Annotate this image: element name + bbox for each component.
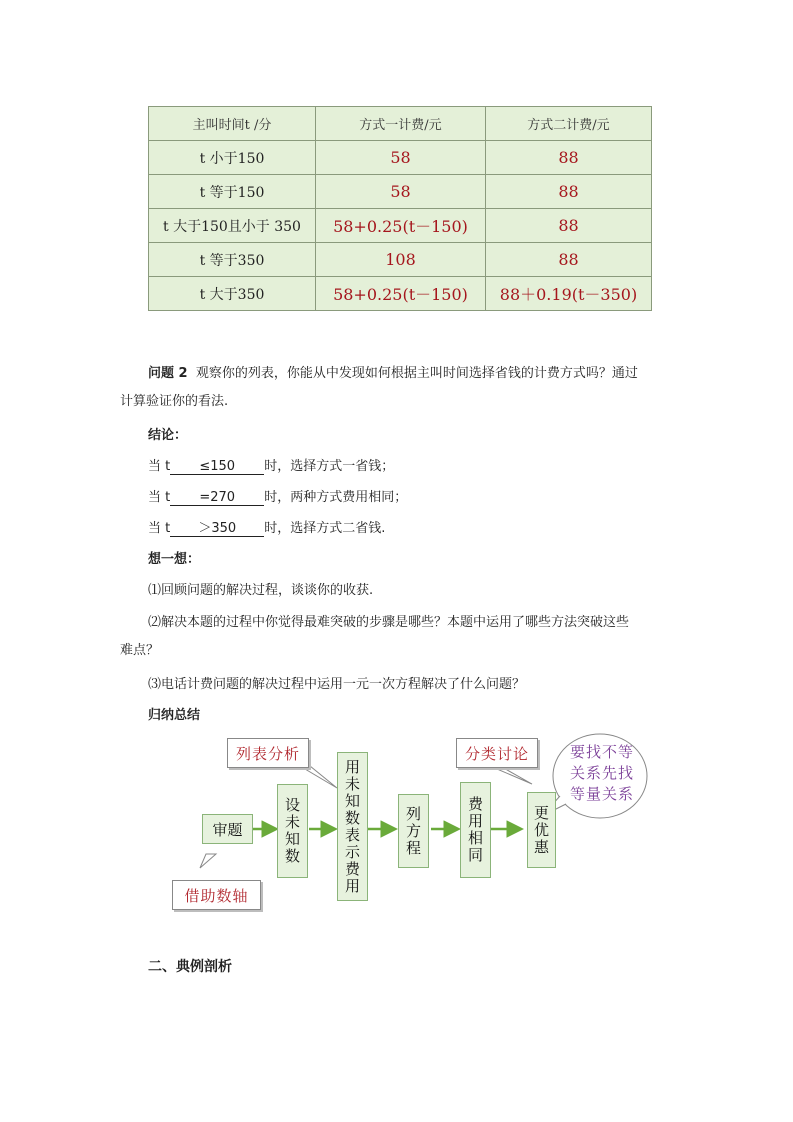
header-method2: 方式二计费/元: [486, 107, 652, 141]
label-number-line: 借助数轴: [172, 880, 261, 910]
question-2-text: 观察你的列表，你能从中发现如何根据主叫时间选择省钱的计费方式吗？通过: [195, 366, 638, 381]
conclusion-title: 结论：: [148, 428, 188, 443]
step-cheaper-box: 更优惠: [527, 792, 556, 868]
header-time: 主叫时间t /分: [149, 107, 316, 141]
row-condition: t 大于150且小于 350: [149, 209, 316, 243]
callout-pointer: [200, 854, 216, 868]
step-equation-box: 列方程: [398, 794, 429, 868]
think-question-2-cont: 难点？: [120, 643, 160, 658]
row-method2-fee: 88: [486, 141, 652, 175]
bubble-note: [562, 742, 642, 805]
think-question-3: ⑶电话计费问题的解决过程中运用一元一次方程解决了什么问题？: [148, 677, 526, 692]
question-2-label: 问题 2: [148, 366, 188, 381]
row-method2-fee: 88＋0.19(t－350): [486, 277, 652, 311]
row-method1-fee: 58+0.25(t－150): [316, 209, 486, 243]
step-express-cost-box: 用未知数表示费用: [337, 752, 368, 901]
row-method1-fee: 58+0.25(t－150): [316, 277, 486, 311]
step-review-box: 审题: [202, 814, 253, 844]
conclusion-suffix: 时，选择方式二省钱.: [264, 521, 386, 536]
label-case-discussion: 分类讨论: [456, 738, 538, 768]
conclusion-prefix: 当 t: [148, 521, 171, 536]
bubble-line: 要找不等: [569, 743, 634, 761]
row-method1-fee: 108: [316, 243, 486, 277]
conclusion-prefix: 当 t: [148, 459, 171, 474]
row-method2-fee: 88: [486, 209, 652, 243]
label-list-analysis: 列表分析: [227, 738, 309, 768]
table-row: [149, 209, 652, 243]
header-method1: 方式一计费/元: [316, 107, 486, 141]
row-method2-fee: 88: [486, 175, 652, 209]
table-header-row: [149, 107, 652, 141]
row-method2-fee: 88: [486, 243, 652, 277]
conclusion-line-1: [148, 457, 394, 477]
bubble-line: 关系先找: [569, 764, 634, 782]
row-method1-fee: 58: [316, 141, 486, 175]
section-title: 二、典例剖析: [148, 959, 232, 975]
think-question-2: ⑵解决本题的过程中你觉得最难突破的步骤是哪些？本题中运用了哪些方法突破这些: [148, 615, 630, 630]
summary-flow-diagram: [160, 730, 680, 920]
answer-blank: ＞350: [170, 521, 264, 537]
table-row: [149, 243, 652, 277]
step-equal-cost-box: 费用相同: [460, 782, 491, 878]
answer-blank: =270: [170, 490, 264, 506]
conclusion-suffix: 时，选择方式一省钱；: [264, 459, 395, 474]
row-method1-fee: 58: [316, 175, 486, 209]
row-condition: t 等于150: [149, 175, 316, 209]
conclusion-line-2: [148, 488, 407, 508]
question-2-line2: 计算验证你的看法.: [120, 394, 229, 409]
row-condition: t 等于350: [149, 243, 316, 277]
table-row: [149, 175, 652, 209]
think-question-1: ⑴回顾问题的解决过程，谈谈你的收获.: [148, 583, 374, 598]
conclusion-line-3: [148, 519, 385, 539]
callout-pointer: [490, 766, 532, 784]
row-condition: t 小于150: [149, 141, 316, 175]
conclusion-prefix: 当 t: [148, 490, 171, 505]
table-row: [149, 141, 652, 175]
bubble-line: 等量关系: [569, 785, 634, 803]
summary-title: 归纳总结: [148, 708, 201, 723]
fee-comparison-table: [148, 106, 652, 311]
step-set-unknown-box: 设未知数: [277, 784, 308, 878]
table-row: [149, 277, 652, 311]
think-title: 想一想：: [148, 552, 201, 567]
question-2-line1: [148, 364, 688, 384]
row-condition: t 大于350: [149, 277, 316, 311]
answer-blank: ≤150: [170, 459, 264, 475]
conclusion-suffix: 时，两种方式费用相同；: [264, 490, 408, 505]
